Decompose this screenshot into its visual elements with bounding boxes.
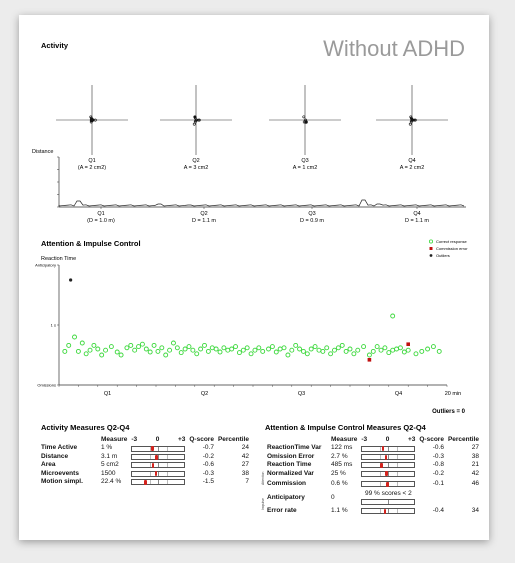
qscore-value: -0.2 <box>432 469 444 477</box>
table-row <box>265 505 481 517</box>
correct-response-point <box>313 345 317 349</box>
measure-label: Area <box>41 461 56 469</box>
correct-response-point <box>73 335 77 339</box>
measure-label: Time Active <box>41 444 78 452</box>
activity-title: Activity <box>41 41 69 50</box>
correct-response-point <box>144 347 148 351</box>
qscore-value: -0.1 <box>432 479 444 487</box>
correct-response-point <box>402 350 406 354</box>
correct-response-point <box>398 346 402 350</box>
quadrant-area: (A = 2 cm2) <box>77 165 107 171</box>
quadrant-area: A = 2 cm2 <box>399 165 425 171</box>
percentile-value: 7 <box>245 478 250 486</box>
measure-label: Microevents <box>41 469 79 477</box>
measure-label: Error rate <box>267 507 297 515</box>
correct-response-point <box>183 347 187 351</box>
qscore-value: -0.8 <box>432 461 444 469</box>
attention-title: Attention & Impulse Control <box>41 239 141 248</box>
qscore-marker <box>155 471 157 476</box>
activity-center <box>304 120 308 124</box>
correct-response-point <box>109 345 113 349</box>
correct-response-point <box>356 348 360 352</box>
correct-response-point <box>152 343 156 347</box>
correct-response-point <box>96 347 100 351</box>
correct-response-point <box>133 348 137 352</box>
distance-quarter-value: D = 1.1 m <box>405 218 429 224</box>
qscore-value: -1.5 <box>202 478 214 486</box>
correct-response-point <box>321 349 325 353</box>
activity-center <box>90 118 94 122</box>
distance-quarter-value: D = 1.1 m <box>192 218 216 224</box>
col-percentile: Percentile <box>217 436 250 443</box>
qscore-bar <box>131 446 185 452</box>
qscore-value: -0.2 <box>202 452 214 460</box>
activity-center <box>411 118 413 120</box>
qscore-marker <box>384 509 386 514</box>
correct-response-point <box>406 348 410 352</box>
legend-marker-commission <box>430 247 433 250</box>
attention-measures-title: Attention & Impulse Control Measures Q2-Q4 <box>265 423 426 432</box>
activity-measures-table <box>39 436 251 486</box>
measure-label: Omission Error <box>267 452 315 460</box>
measure-label: Motion simpl. <box>41 478 83 486</box>
table-row <box>265 490 481 505</box>
qscore-value: -0.6 <box>202 461 214 469</box>
commission-error-point <box>368 358 372 362</box>
qscore-bar <box>361 454 415 460</box>
col-minus3: -3 <box>361 436 368 443</box>
activity-crosshairs <box>56 85 448 171</box>
correct-response-point <box>395 347 399 351</box>
measure-value: 1500 <box>101 469 116 477</box>
measure-label: Commission <box>267 479 307 487</box>
correct-response-point <box>168 348 172 352</box>
correct-response-point <box>179 351 183 355</box>
correct-response-point <box>104 348 108 352</box>
correct-response-point <box>414 352 418 356</box>
scatter-x-tick-label: Q4 <box>394 391 403 397</box>
qscore-bar <box>361 508 415 514</box>
correct-response-point <box>206 349 210 353</box>
distance-title: Distance <box>32 149 54 155</box>
attention-measures-table <box>265 436 481 517</box>
percentile-value: 21 <box>471 461 480 469</box>
quadrant-label: Q2 <box>192 158 200 164</box>
qscore-marker <box>382 446 384 451</box>
correct-response-point <box>317 348 321 352</box>
table-header-row <box>265 436 481 444</box>
correct-response-point <box>195 352 199 356</box>
col-zero: 0 <box>385 436 390 443</box>
qscore-value: -0.4 <box>432 507 444 515</box>
qscore-marker <box>155 455 157 460</box>
correct-response-point <box>148 350 152 354</box>
correct-response-point <box>257 346 261 350</box>
table-row <box>39 444 251 452</box>
quadrant-area: A = 1 cm2 <box>292 165 318 171</box>
activity-center <box>194 116 197 119</box>
correct-response-point <box>80 341 84 345</box>
measure-label: ReactionTime Var <box>267 444 322 452</box>
scatter-x-tick-label: Q3 <box>297 391 306 397</box>
correct-response-point <box>84 352 88 356</box>
percentile-value: 24 <box>241 444 250 452</box>
table-row <box>39 470 251 478</box>
correct-response-point <box>387 351 391 355</box>
correct-response-point <box>309 347 313 351</box>
correct-response-point <box>88 348 92 352</box>
percentile-value: 46 <box>471 479 480 487</box>
correct-response-point <box>278 347 282 351</box>
correct-response-point <box>348 347 352 351</box>
table-row <box>39 461 251 469</box>
anticipatory-bar <box>361 499 415 505</box>
correct-response-point <box>241 348 245 352</box>
correct-response-point <box>214 347 218 351</box>
percentile-value: 42 <box>471 469 480 477</box>
activity-blob <box>193 123 195 125</box>
col-minus3: -3 <box>131 436 138 443</box>
col-plus3: +3 <box>177 436 186 443</box>
correct-response-point <box>379 348 383 352</box>
measure-value: 485 ms <box>331 461 353 469</box>
table-header-row <box>39 436 251 444</box>
activity-blob <box>303 116 305 118</box>
qscore-marker <box>380 463 382 468</box>
measure-value: 5 cm2 <box>101 461 119 469</box>
table-row <box>39 478 251 486</box>
qscore-marker <box>151 446 153 451</box>
correct-response-point <box>367 353 371 357</box>
correct-response-point <box>115 350 119 354</box>
qscore-value: -0.3 <box>202 469 214 477</box>
distance-line <box>59 200 464 206</box>
outlier-point <box>69 278 72 281</box>
report-page <box>19 15 489 540</box>
correct-response-point <box>270 345 274 349</box>
correct-response-point <box>245 346 249 350</box>
correct-response-point <box>431 345 435 349</box>
legend-label: Correct response <box>436 239 467 244</box>
legend-label: Commission error <box>436 246 468 251</box>
qscore-bar <box>131 454 185 460</box>
correct-response-point <box>63 349 67 353</box>
qscore-value: -0.3 <box>432 452 444 460</box>
measure-label: Normalized Var <box>267 469 314 477</box>
attention-group-label: Attention <box>261 471 265 485</box>
scatter-x-tick-label: Q1 <box>103 391 112 397</box>
col-qscore: Q-score <box>189 436 214 443</box>
scatter-legend <box>429 239 468 258</box>
distance-quarter-label: Q1 <box>97 211 105 217</box>
distance-quarter-label: Q4 <box>413 211 421 217</box>
correct-response-point <box>230 347 234 351</box>
correct-response-point <box>352 352 356 356</box>
percentile-value: 42 <box>241 452 250 460</box>
impulse-group-label: Impulse <box>261 498 265 510</box>
qscore-marker <box>385 471 387 476</box>
legend-marker-outlier <box>430 254 433 257</box>
measure-value: 2.7 % <box>331 452 348 460</box>
correct-response-point <box>298 347 302 351</box>
qscore-bar <box>131 471 185 477</box>
qscore-bar <box>131 479 185 485</box>
correct-response-point <box>325 346 329 350</box>
correct-response-point <box>140 342 144 346</box>
correct-response-point <box>267 347 271 351</box>
correct-response-point <box>282 346 286 350</box>
correct-response-point <box>226 348 230 352</box>
percentile-value: 27 <box>471 444 480 452</box>
activity-blob <box>409 123 411 125</box>
reaction-scatter <box>35 263 461 398</box>
legend-marker-correct <box>429 240 432 243</box>
correct-response-point <box>119 353 123 357</box>
qscore-marker <box>385 455 387 460</box>
correct-response-point <box>76 349 80 353</box>
qscore-bar <box>361 481 415 487</box>
measure-value: 1.1 % <box>331 507 348 515</box>
distance-quarter-value: (D = 1.0 m) <box>87 218 115 224</box>
quadrant-area: A = 3 cm2 <box>183 165 209 171</box>
watermark-label: Without ADHD <box>323 36 465 61</box>
qscore-marker <box>386 482 388 487</box>
table-row <box>265 453 481 461</box>
outliers-count: Outliers = 0 <box>432 409 465 415</box>
measure-value: 3.1 m <box>101 452 118 460</box>
correct-response-point <box>336 346 340 350</box>
measure-label: Distance <box>41 452 69 460</box>
scatter-y-tick-label: 1 s <box>50 322 56 328</box>
correct-response-point <box>332 348 336 352</box>
correct-response-point <box>301 349 305 353</box>
correct-response-point <box>234 345 238 349</box>
correct-response-point <box>344 349 348 353</box>
correct-response-point <box>222 346 226 350</box>
legend-label: Outliers <box>436 253 450 258</box>
table-row <box>39 453 251 461</box>
measure-value: 22.4 % <box>101 478 122 486</box>
correct-response-point <box>426 347 430 351</box>
correct-response-point <box>437 349 441 353</box>
correct-response-point <box>67 343 71 347</box>
measure-value: 0.6 % <box>331 479 348 487</box>
commission-error-point <box>406 342 410 346</box>
correct-response-point <box>290 348 294 352</box>
quadrant-label: Q4 <box>408 158 416 164</box>
qscore-value: -0.6 <box>432 444 444 452</box>
percentile-value: 27 <box>241 461 250 469</box>
col-plus3: +3 <box>407 436 416 443</box>
reaction-time-label: Reaction Time <box>41 256 77 262</box>
scatter-x-end-label: 20 min <box>444 391 462 397</box>
percentile-value: 38 <box>471 452 480 460</box>
correct-response-point <box>92 343 96 347</box>
correct-response-point <box>253 348 257 352</box>
correct-response-point <box>329 352 333 356</box>
correct-response-point <box>237 351 241 355</box>
measure-label: Anticipatory <box>267 493 305 501</box>
measure-value: 122 ms <box>331 444 353 452</box>
col-percentile: Percentile <box>447 436 480 443</box>
correct-response-point <box>160 346 164 350</box>
correct-response-point <box>171 341 175 345</box>
qscore-bar <box>361 471 415 477</box>
correct-response-point <box>199 347 203 351</box>
quadrant-label: Q3 <box>301 158 309 164</box>
correct-response-point <box>261 349 265 353</box>
col-zero: 0 <box>155 436 160 443</box>
percentile-value: 38 <box>241 469 250 477</box>
table-row <box>265 470 481 478</box>
correct-response-point <box>210 346 214 350</box>
correct-response-point <box>294 343 298 347</box>
activity-measures-title: Activity Measures Q2-Q4 <box>41 423 130 432</box>
correct-response-point <box>286 353 290 357</box>
distance-quarter-label: Q3 <box>308 211 316 217</box>
correct-response-point <box>362 345 366 349</box>
correct-response-point <box>187 345 191 349</box>
correct-response-point <box>175 346 179 350</box>
correct-response-point <box>383 346 387 350</box>
qscore-marker <box>144 480 146 485</box>
scatter-y-tick-label: Omissions <box>37 382 56 388</box>
measure-value: 25 % <box>331 469 346 477</box>
correct-response-point <box>100 353 104 357</box>
correct-response-point <box>391 314 395 318</box>
qscore-bar <box>361 446 415 452</box>
correct-response-point <box>391 348 395 352</box>
table-row <box>265 478 481 490</box>
qscore-bar <box>131 462 185 468</box>
scatter-y-tick-label: Anticipatory <box>35 262 56 268</box>
quadrant-label: Q1 <box>88 158 96 164</box>
correct-response-point <box>191 348 195 352</box>
col-measure: Measure <box>101 436 128 443</box>
measure-label: Reaction Time <box>267 461 312 469</box>
correct-response-point <box>125 346 129 350</box>
qscore-bar <box>361 462 415 468</box>
correct-response-point <box>375 345 379 349</box>
correct-response-point <box>156 349 160 353</box>
col-measure: Measure <box>331 436 358 443</box>
correct-response-point <box>420 349 424 353</box>
distance-quarter-value: D = 0.9 m <box>300 218 324 224</box>
table-row <box>265 461 481 469</box>
correct-response-point <box>203 343 207 347</box>
percentile-value: 34 <box>471 507 480 515</box>
measure-value: 0 <box>331 493 335 501</box>
scatter-x-tick-label: Q2 <box>200 391 209 397</box>
correct-response-point <box>137 345 141 349</box>
distance-quarter-label: Q2 <box>200 211 208 217</box>
col-qscore: Q-score <box>419 436 444 443</box>
correct-response-point <box>249 352 253 356</box>
correct-response-point <box>340 343 344 347</box>
qscore-marker <box>152 463 154 468</box>
correct-response-point <box>129 343 133 347</box>
qscore-value: -0.7 <box>202 444 214 452</box>
correct-response-point <box>218 350 222 354</box>
correct-response-point <box>371 349 375 353</box>
table-row <box>265 444 481 452</box>
measure-value: 1 % <box>101 444 113 452</box>
correct-response-point <box>274 350 278 354</box>
correct-response-point <box>305 352 309 356</box>
anticipatory-note: 99 % scores < 2 <box>364 490 412 498</box>
correct-response-point <box>164 353 168 357</box>
